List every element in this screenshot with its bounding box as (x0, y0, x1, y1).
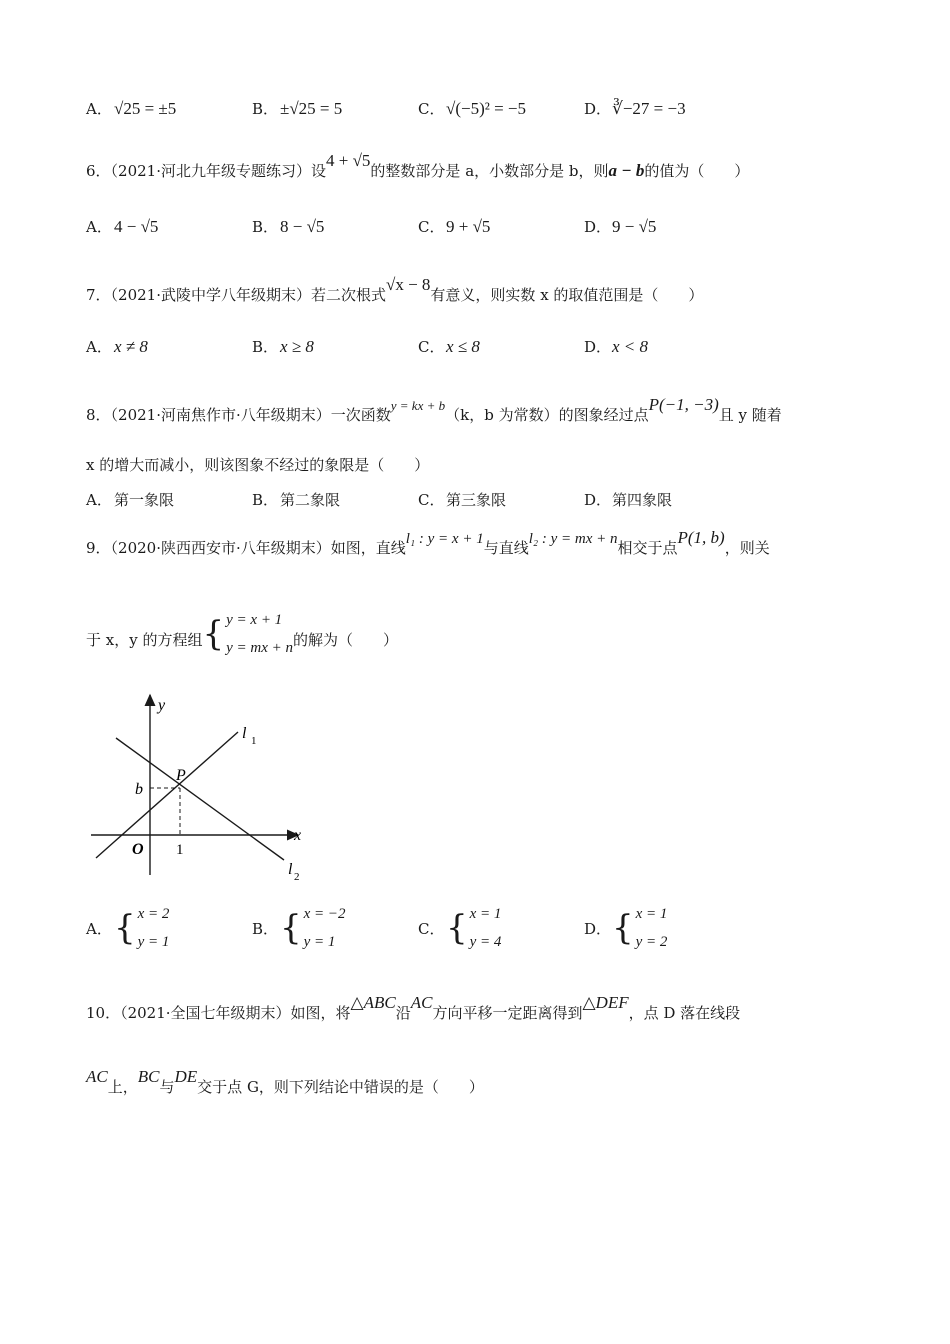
q9-option-c[interactable] (418, 900, 501, 956)
equation-row: y = x + 1 (226, 612, 283, 628)
brace-icon: { (202, 614, 225, 654)
question-text: 10．（2021·全国七年级期末）如图，将 (86, 1004, 351, 1022)
math-expression: DE (174, 1067, 198, 1086)
math-expression: √x − 8 (386, 275, 431, 294)
question-text: 且 y 随着 (718, 406, 782, 424)
equation-system (202, 606, 293, 662)
q9-graph (86, 690, 316, 890)
q7-option-b[interactable] (252, 336, 314, 357)
q7-option-d[interactable] (584, 336, 648, 357)
math-expression: AC (86, 1067, 108, 1086)
equation-row: y = 1 (303, 934, 336, 950)
question-8-stem (86, 395, 782, 425)
option-expression: 4 − √5 (114, 217, 159, 236)
question-text: 的解为（ ） (293, 631, 399, 649)
l2-label: l (288, 861, 293, 878)
math-expression: l₁ : y = x + 1 (405, 531, 484, 547)
option-expression: x ≠ 8 (114, 337, 148, 356)
option-label: A． (86, 491, 112, 509)
option-expression: √25 = ±5 (114, 99, 177, 118)
question-text: 交于点 G，则下列结论中错误的是（ ） (197, 1078, 484, 1096)
q9-option-b[interactable] (252, 900, 346, 956)
q8-option-d[interactable] (584, 489, 672, 510)
option-expression: ∛−27 = −3 (612, 99, 686, 118)
question-9-stem-line2 (86, 606, 398, 662)
point-p-label: P (176, 767, 186, 784)
q8-option-c[interactable] (418, 489, 506, 510)
brace-icon: { (446, 908, 468, 948)
option-label: B． (252, 218, 279, 236)
math-expression: 4 + √5 (326, 151, 371, 170)
option-expression: 9 + √5 (446, 217, 491, 236)
question-text: 8．（2021·河南焦作市·八年级期末）一次函数 (86, 406, 391, 424)
math-expression: P(−1, −3) (648, 395, 719, 414)
question-text: 与 (159, 1078, 175, 1096)
question-text: 上， (107, 1078, 138, 1096)
q5-option-a[interactable] (86, 98, 176, 119)
question-text: 沿 (395, 1004, 411, 1022)
q5-option-c[interactable] (418, 98, 526, 119)
math-expression: y = kx + b (390, 398, 446, 413)
question-text: 6．（2021·河北九年级专题练习）设 (86, 162, 326, 180)
question-text: 9．（2020·陕西西安市·八年级期末）如图，直线 (86, 539, 406, 557)
math-expression: △ABC (350, 993, 396, 1012)
option-expression: x < 8 (612, 337, 649, 356)
question-text: 有意义，则实数 x 的取值范围是（ ） (430, 286, 704, 304)
option-label: B． (252, 919, 279, 938)
q9-option-a[interactable] (86, 900, 169, 956)
option-label: B． (252, 491, 279, 509)
option-label: A． (86, 338, 112, 356)
question-text: 相交于点 (617, 539, 678, 557)
q7-option-c[interactable] (418, 336, 480, 357)
q6-option-c[interactable] (418, 216, 490, 237)
option-expression: x ≥ 8 (280, 337, 314, 356)
equation-row: x = 1 (469, 906, 502, 922)
option-expression: √(−5)² = −5 (446, 99, 527, 118)
q7-option-a[interactable] (86, 336, 148, 357)
option-text: 第三象限 (446, 491, 507, 509)
equation-row: x = 1 (635, 906, 668, 922)
q8-option-b[interactable] (252, 489, 340, 510)
option-label: C． (418, 100, 445, 118)
question-7-stem (86, 275, 704, 305)
q6-option-a[interactable] (86, 216, 158, 237)
equation-row: x = −2 (303, 906, 346, 922)
b-label: b (135, 781, 143, 798)
option-label: C． (418, 338, 445, 356)
question-text: ，则关 (724, 539, 770, 557)
option-label: D． (584, 100, 612, 118)
option-label: C． (418, 491, 445, 509)
brace-icon: { (280, 908, 302, 948)
question-text: 的整数部分是 a，小数部分是 b，则 (370, 162, 609, 180)
option-text: 第一象限 (114, 491, 175, 509)
option-label: D． (584, 338, 612, 356)
math-expression: △DEF (582, 993, 629, 1012)
y-axis-label: y (158, 697, 166, 714)
question-text: 7．（2021·武陵中学八年级期末）若二次根式 (86, 286, 386, 304)
math-expression: l₂ : y = mx + n (528, 531, 618, 547)
option-text: 第二象限 (280, 491, 341, 509)
question-10-stem-line2 (86, 1067, 484, 1097)
question-9-stem (86, 528, 770, 558)
l1-label: l (242, 725, 247, 742)
l2-subscript: 2 (294, 871, 300, 883)
question-text: 于 x，y 的方程组 (86, 631, 203, 649)
option-text: 第四象限 (612, 491, 673, 509)
option-label: B． (252, 338, 279, 356)
line-l1 (96, 732, 238, 858)
option-expression: ±√25 = 5 (280, 99, 343, 118)
q8-option-a[interactable] (86, 489, 174, 510)
question-text: 的值为（ ） (644, 162, 750, 180)
question-10-stem (86, 993, 741, 1023)
option-label: A． (86, 919, 112, 938)
option-label: D． (584, 218, 612, 236)
math-expression: BC (137, 1067, 160, 1086)
l1-subscript: 1 (251, 735, 257, 747)
equation-row: y = mx + n (226, 640, 294, 656)
equation-row: y = 1 (137, 934, 170, 950)
equation-row: y = 2 (635, 934, 668, 950)
tick-one-label: 1 (176, 842, 184, 858)
math-expression: a − b (608, 161, 645, 180)
question-text: （k，b 为常数）的图象经过点 (445, 406, 649, 424)
q6-option-d[interactable] (584, 216, 656, 237)
option-label: A． (86, 218, 112, 236)
q5-option-b[interactable] (252, 98, 342, 119)
option-label: D． (584, 491, 612, 509)
equation-row: x = 2 (137, 906, 170, 922)
origin-label: O (132, 841, 144, 858)
question-text: ，点 D 落在线段 (628, 1004, 741, 1022)
option-label: C． (418, 919, 445, 938)
question-6-stem (86, 151, 750, 181)
equation-row: y = 4 (469, 934, 502, 950)
q6-option-b[interactable] (252, 216, 324, 237)
math-expression: P(1, b) (677, 528, 725, 547)
question-8-stem-line2: x 的增大而减小，则该图象不经过的象限是（ ） (86, 456, 430, 474)
option-label: D． (584, 919, 612, 938)
option-label: B． (252, 100, 279, 118)
brace-icon: { (612, 908, 634, 948)
q5-option-d[interactable] (584, 98, 686, 119)
option-expression: 9 − √5 (612, 217, 657, 236)
option-label: A． (86, 100, 112, 118)
option-label: C． (418, 218, 445, 236)
question-text: 与直线 (483, 539, 529, 557)
option-expression: x ≤ 8 (446, 337, 480, 356)
x-axis-label: x (294, 827, 302, 844)
q9-option-d[interactable] (584, 900, 667, 956)
question-text: 方向平移一定距离得到 (432, 1004, 583, 1022)
math-expression: AC (410, 993, 433, 1012)
option-expression: 8 − √5 (280, 217, 325, 236)
brace-icon: { (114, 908, 136, 948)
